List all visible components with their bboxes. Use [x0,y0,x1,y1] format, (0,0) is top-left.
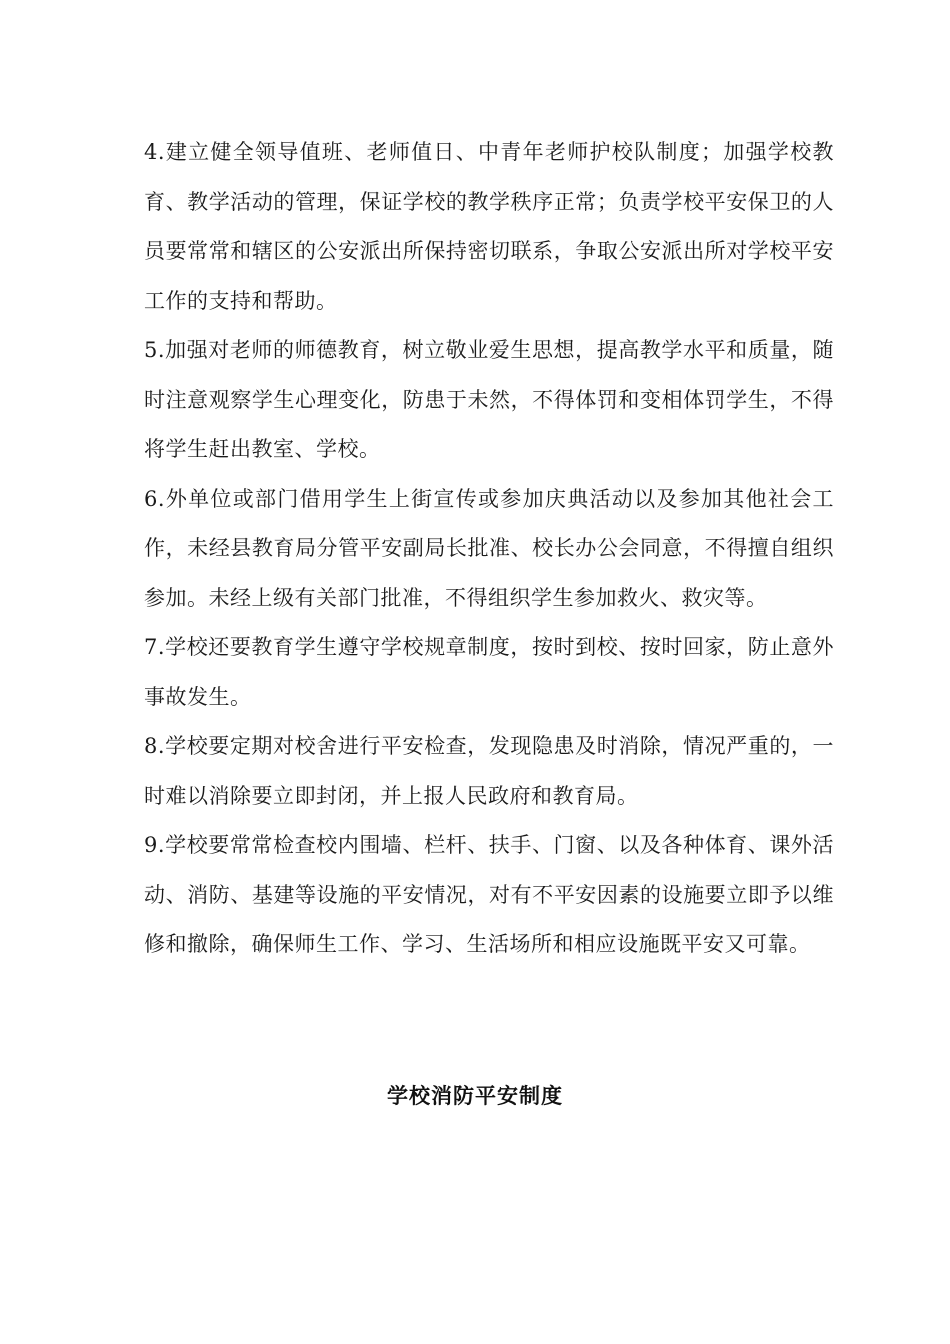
paragraph-5: 5.加强对老师的师德教育，树立敬业爱生思想，提高教学水平和质量，随时注意观察学生心理变化，防患于未然，不得体罚和变相体罚学生，不得将学生赶出教室、学校。 [144,338,834,461]
paragraph-7: 7.学校还要教育学生遵守学校规章制度，按时到校、按时回家，防止意外事故发生。 [144,635,834,709]
paragraph-6: 6.外单位或部门借用学生上街宣传或参加庆典活动以及参加其他社会工作，未经县教育局分管平安副局长批准、校长办公会同意，不得擅自组织参加。未经上级有关部门批准，不得组织学生参加救火、救灾等。 [144,486,834,610]
paragraph-8: 8.学校要定期对校舍进行平安检查，发现隐患及时消除，情况严重的，一时难以消除要立即封闭，并上报人民政府和教育局。 [144,734,834,808]
document-body [144,128,834,970]
paragraph-4: 4.建立健全领导值班、老师值日、中青年老师护校队制度；加强学校教育、教学活动的管理，保证学校的教学秩序正常；负责学校平安保卫的人员要常常和辖区的公安派出所保持密切联系，争取公安派出所对学校平安工作的支持和帮助。 [144,140,834,313]
paragraph-9: 9.学校要常常检查校内围墙、栏杆、扶手、门窗、以及各种体育、课外活动、消防、基建等设施的平安情况，对有不平安因素的设施要立即予以维修和撤除，确保师生工作、学习、生活场所和相应设施既平安又可靠。 [144,833,834,956]
section-title: 学校消防平安制度 [387,1084,563,1108]
